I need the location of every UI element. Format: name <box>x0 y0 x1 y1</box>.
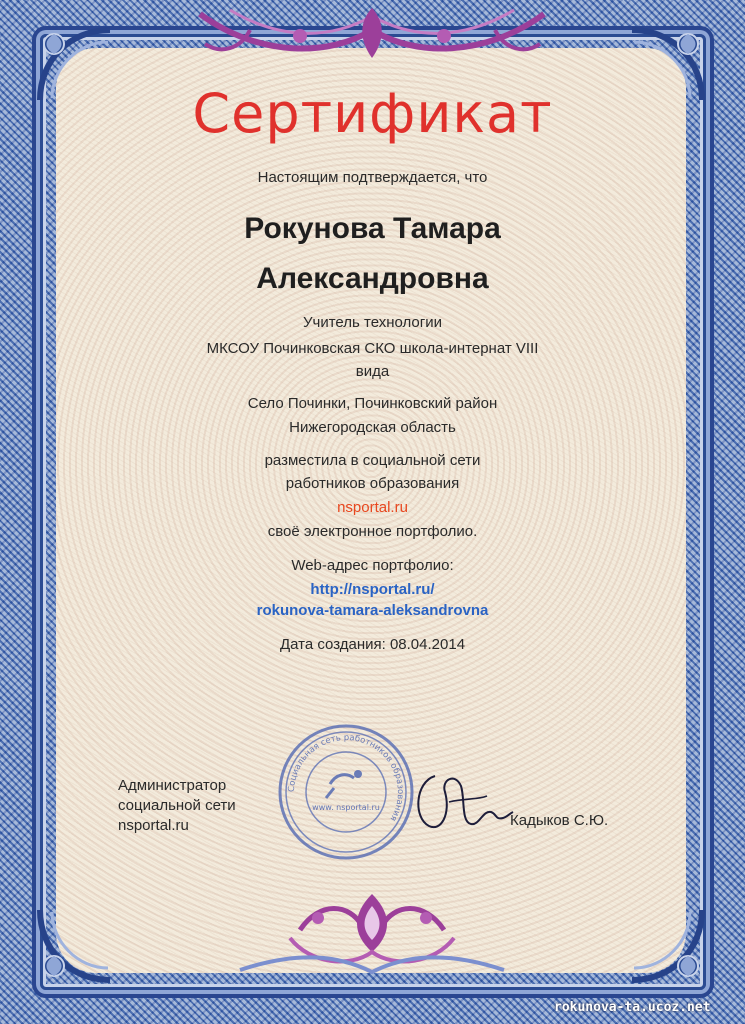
administrator-block <box>118 776 236 836</box>
portfolio-text: своё электронное портфолио. <box>267 523 478 540</box>
school-name-line2: вида <box>355 363 390 380</box>
admin-title: Администратор <box>118 777 227 794</box>
creation-date: Дата создания: 08.04.2014 <box>279 636 466 653</box>
site-watermark: rokunova-ta.ucoz.net <box>554 1000 711 1015</box>
figure-logo-icon <box>326 770 362 798</box>
stamp-center-text: www. nsportal.ru <box>312 803 380 812</box>
admin-network: социальной сети <box>118 797 236 814</box>
signature <box>405 762 515 842</box>
portal-name: nsportal.ru <box>337 499 408 516</box>
certificate-title: Сертификат <box>192 82 553 145</box>
signer-name: Кадыков С.Ю. <box>510 812 609 829</box>
recipient-position: Учитель технологии <box>302 314 442 331</box>
confirmation-text: Настоящим подтверждается, что <box>257 169 488 186</box>
official-stamp <box>276 722 416 862</box>
placed-text-line1: разместила в социальной сети <box>264 452 481 469</box>
recipient-surname-name: Рокунова Тамара <box>244 212 501 245</box>
admin-site: nsportal.ru <box>118 817 189 834</box>
portfolio-url-line1[interactable]: http://nsportal.ru/ <box>310 581 435 598</box>
portfolio-url-line2[interactable]: rokunova-tamara-aleksandrovna <box>256 602 489 619</box>
location-city: Село Починки, Починковский район <box>247 395 498 412</box>
location-region: Нижегородская область <box>289 419 456 436</box>
recipient-patronymic: Александровна <box>256 262 489 295</box>
placed-text-line2: работников образования <box>285 475 460 492</box>
school-name-line1: МКСОУ Починковская СКО школа-интернат VIII <box>206 340 539 357</box>
stamp-ring-text: Социальная сеть работников образования <box>286 732 406 823</box>
web-address-label: Web-адрес портфолио: <box>291 557 454 574</box>
